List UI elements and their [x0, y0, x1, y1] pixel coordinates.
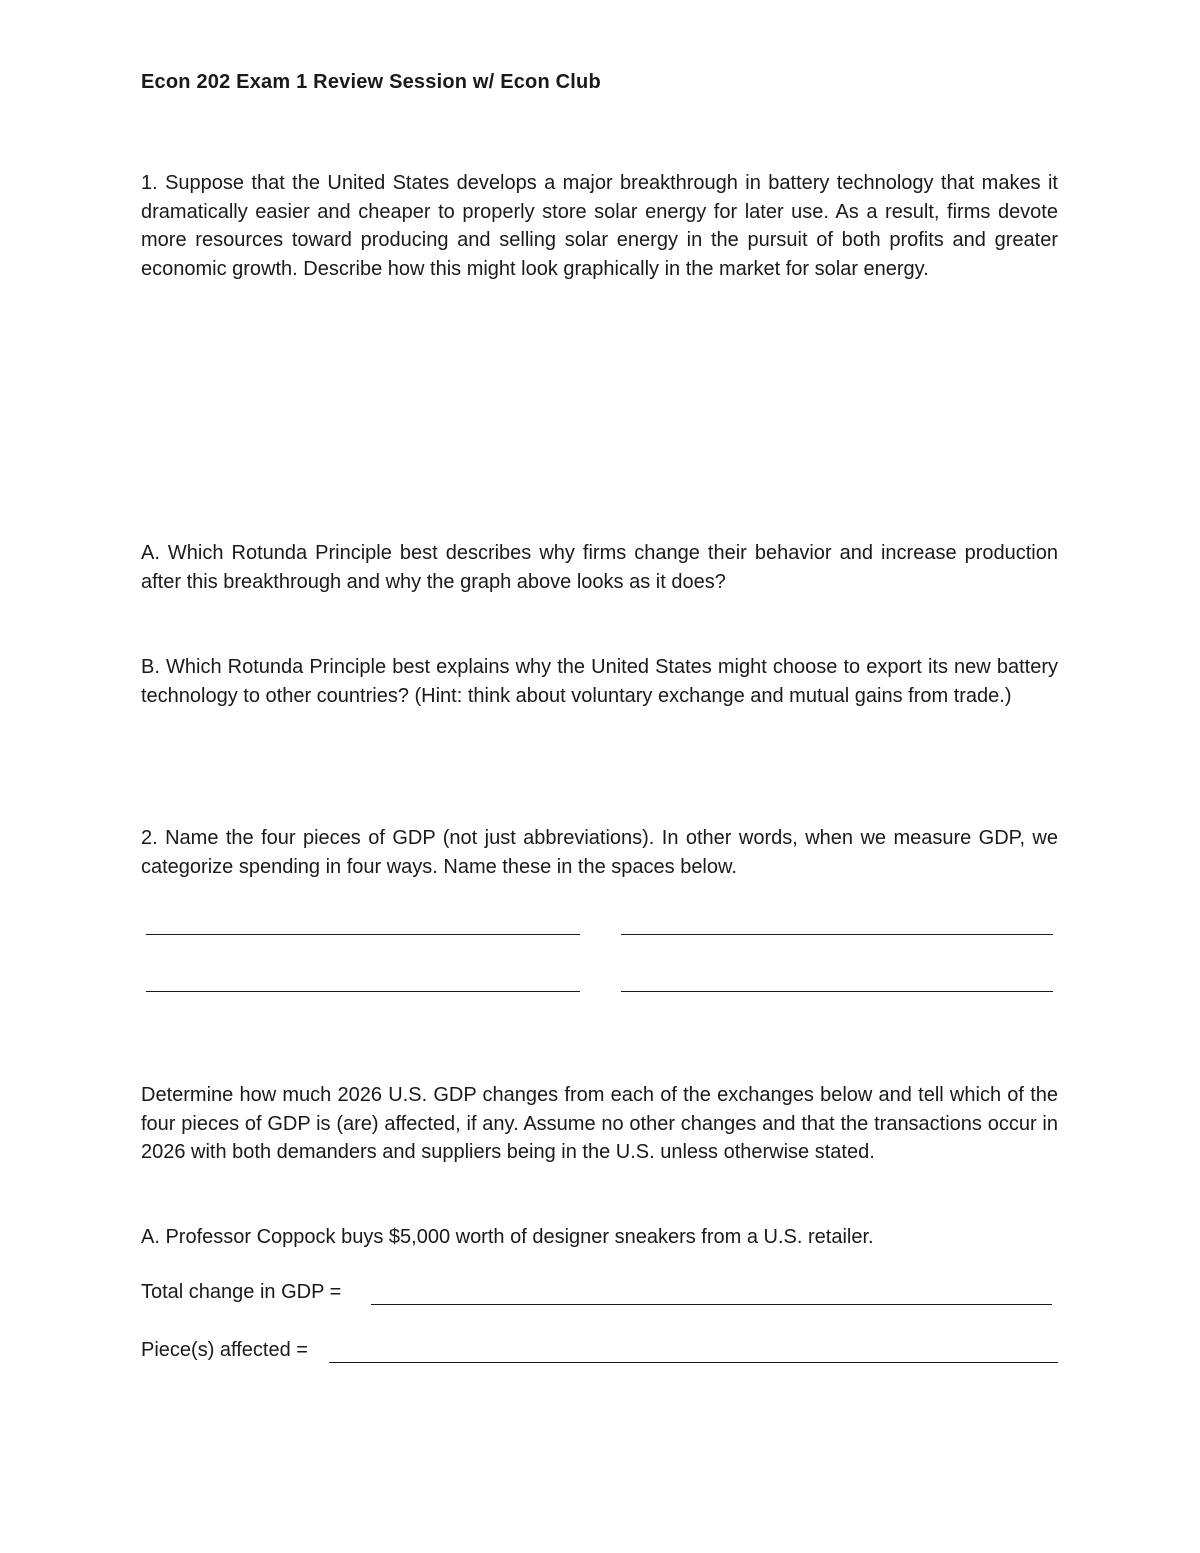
question-2-instructions: Determine how much 2026 U.S. GDP changes from each of the exchanges below and tell which of the four pieces of GDP is (are) affected, if any. Assume no other changes and that the transactions occur in 2026 with both demanders and suppliers being in the U.S. unless otherwise stated.: [141, 1084, 1058, 1164]
pieces-affected-label: Piece(s) affected =: [141, 1339, 308, 1361]
gdp-piece-1-blank[interactable]: [146, 934, 580, 935]
question-1-prompt: 1. Suppose that the United States develops a major breakthrough in battery technology that makes it dramatically easier and cheaper to properly store solar energy for later use. As a result, firms devote more resources toward producing and selling solar energy in the pursuit of both profits and greater economic growth. Describe how this might look graphically in the market for solar energy.: [141, 172, 1058, 280]
pieces-affected-row: [141, 1339, 308, 1362]
question-1-part-a: A. Which Rotunda Principle best describes why firms change their behavior and increase production after this breakthrough and why the graph above looks as it does?: [141, 542, 1058, 593]
total-change-blank[interactable]: [371, 1304, 1052, 1305]
total-change-label: Total change in GDP =: [141, 1281, 342, 1303]
gdp-piece-3-blank[interactable]: [146, 991, 580, 992]
question-1-part-b: B. Which Rotunda Principle best explains why the United States might choose to export its new battery technology to other countries? (Hint: think about voluntary exchange and mutual gains from trade.): [141, 656, 1058, 707]
pieces-affected-blank[interactable]: [329, 1362, 1058, 1363]
question-2-part-a: A. Professor Coppock buys $5,000 worth of designer sneakers from a U.S. retailer.: [141, 1226, 874, 1248]
question-2-prompt: 2. Name the four pieces of GDP (not just abbreviations). In other words, when we measure GDP, we categorize spending in four ways. Name these in the spaces below.: [141, 827, 1058, 878]
page-title: Econ 202 Exam 1 Review Session w/ Econ Club: [141, 71, 601, 93]
gdp-piece-4-blank[interactable]: [621, 991, 1053, 992]
gdp-piece-2-blank[interactable]: [621, 934, 1053, 935]
total-change-row: [141, 1281, 341, 1304]
